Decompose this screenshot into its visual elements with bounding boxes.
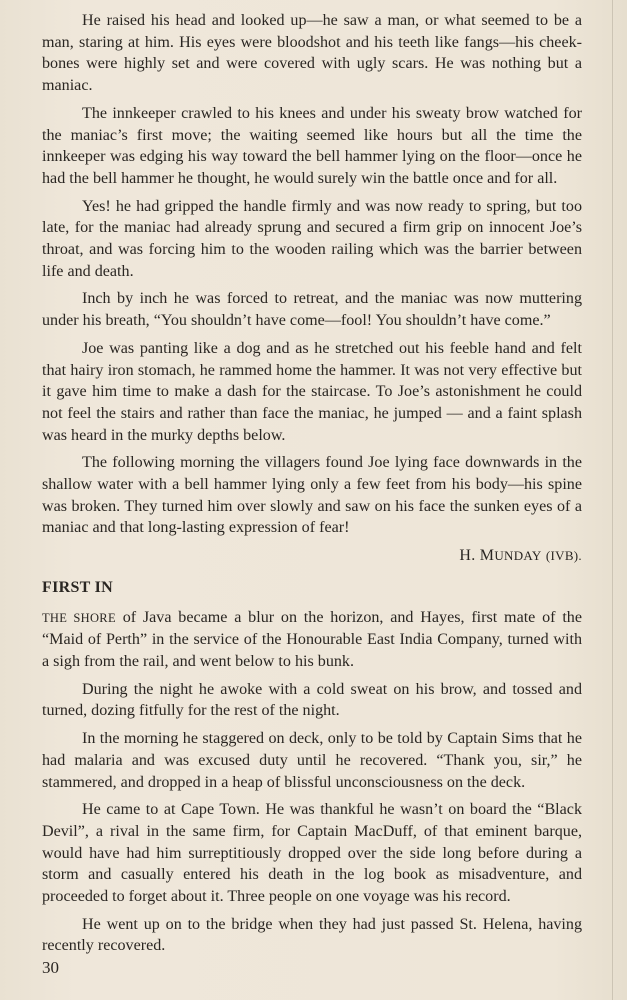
story-two-title: FIRST IN xyxy=(42,578,114,596)
story-two-paragraph: In the morning he staggered on deck, only to be told by Captain Sims that he had malaria and was excused duty until he recovered. “Thank you, sir,” he stammered, and dropped in a heap of blissful unconsciousness on the deck. xyxy=(42,730,582,791)
story-one-paragraph: The innkeeper crawled to his knees and under his sweaty brow watched for the maniac’s first move; the waiting seemed like hours but all the time the innkeeper was edging his way toward the bell hammer lying on the floor—once he had the bell hammer he thought, he would surely win the battle once and for all. xyxy=(42,104,582,187)
page-edge-line xyxy=(612,0,613,1000)
story-one-paragraph: He raised his head and looked up—he saw a man, or what seemed to be a man, staring at him. His eyes were bloodshot and his teeth like fangs—his cheek-bones were highly set and were covered with ugly scars. He was nothing but a maniac. xyxy=(42,12,582,95)
story-two-opening-text: of Java became a blur on the horizon, and Hayes, first mate of the “Maid of Perth” in the service of the Honourable East India Company, turned with a sigh from the rail, and went below to his bunk. xyxy=(42,608,582,670)
author-form: (IVB). xyxy=(545,548,582,564)
story-two-paragraph: He came to at Cape Town. He was thankful he wasn’t on board the “Black Devil”, a rival in the same firm, for Captain MacDuff, of that eminent barque, would have had him surreptitiously dropped over the side long before during a storm and casually entered his death in the log book as misadventure, and proceeded to forget about it. Three people on one voyage was his record. xyxy=(42,801,582,906)
story-two-paragraph: During the night he awoke with a cold sweat on his brow, and tossed and turned, dozing fitfully for the rest of the night. xyxy=(42,680,582,720)
author-surname-rest: UNDAY xyxy=(494,548,542,564)
author-initial: H. M xyxy=(459,547,495,565)
story-two-lead-in: THE SHORE xyxy=(42,610,116,625)
story-two-paragraph: He went up on to the bridge when they had just passed St. Helena, having recently recovered. xyxy=(42,915,582,955)
story-one-paragraph: The following morning the villagers found Joe lying face downwards in the shallow water with a bell hammer lying only a few feet from his body—his spine was broken. They turned him over slowly and saw on his face the sunken eyes of a maniac and that long-lasting expression of fear! xyxy=(42,454,582,537)
page-number: 30 xyxy=(42,958,59,977)
story-one-paragraph: Joe was panting like a dog and as he stretched out his feeble hand and felt that hairy iron stomach, he rammed home the hammer. It was not very effective but it gave him time to make a dash for the staircase. To Joe’s astonishment he could not feel the stairs and rather than face the maniac, he jumped — and a faint splash was heard in the murky depths below. xyxy=(42,339,582,444)
page-text-column xyxy=(42,10,582,963)
story-two-opening-paragraph xyxy=(42,607,582,673)
story-one-paragraph: Inch by inch he was forced to retreat, and the maniac was now muttering under his breath, “You shouldn’t have come—fool! You shouldn’t have come.” xyxy=(42,290,582,330)
story-one-paragraph: Yes! he had gripped the handle firmly and was now ready to spring, but too late, for the maniac had already sprung and secured a firm grip on innocent Joe’s throat, and was forcing him to the wooden railing which was the barrier between life and death. xyxy=(42,197,582,280)
author-signature xyxy=(42,545,582,567)
